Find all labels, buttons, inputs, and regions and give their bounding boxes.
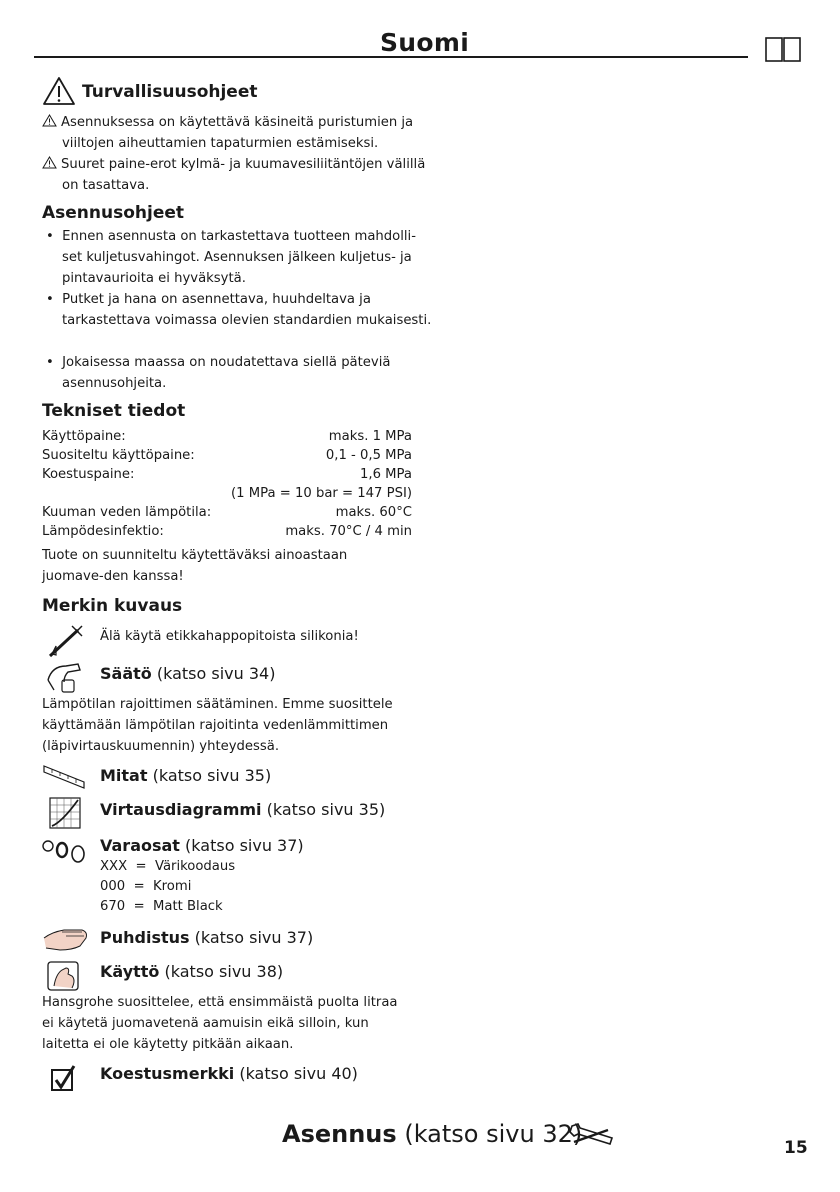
tech-label: Lämpödesinfektio: (42, 524, 164, 539)
color-code-label: Matt Black (153, 899, 223, 914)
tech-label: Käyttöpaine: (42, 429, 126, 444)
safety-item-text: Asennuksessa on käytettävä käsineitä puristumien ja viiltojen aiheuttamien tapaturmien estämiseksi. (61, 115, 414, 151)
symbol-virtaus (100, 800, 385, 820)
warning-small-icon (42, 114, 57, 127)
safety-item (42, 154, 432, 196)
footer-installation (282, 1120, 582, 1148)
color-code-label: Kromi (153, 879, 192, 894)
footer-ref: (katso sivu 32) (404, 1120, 583, 1148)
color-code-row (100, 877, 191, 897)
silicone-text: Älä käytä etikkahappopitoista silikonia! (100, 629, 359, 644)
footer-title: Asennus (282, 1120, 397, 1148)
install-item: • Ennen asennusta on tarkastettava tuotteen mahdolli-set kuljetusvahingot. Asennuksen jälkeen kuljetus- ja pintavaurioita ei hyväksytä. (46, 229, 416, 286)
color-code-row (100, 897, 223, 917)
spare-parts-icon (40, 838, 88, 864)
tech-value: maks. 1 MPa (328, 429, 412, 444)
cleaning-hand-icon (42, 924, 90, 954)
operation-hand-icon (44, 958, 84, 994)
tech-value: 0,1 - 0,5 MPa (325, 448, 412, 463)
symbol-ref: (katso sivu 37) (194, 928, 314, 947)
symbol-name: Virtausdiagrammi (100, 800, 262, 819)
tech-row (42, 522, 412, 541)
tech-row (42, 503, 412, 522)
header-rule (34, 56, 748, 58)
warning-triangle-icon (42, 76, 76, 106)
symbol-puhdistus (100, 928, 313, 948)
tech-row (42, 465, 412, 484)
color-code: 000 (100, 879, 126, 894)
tech-row (42, 446, 412, 465)
color-code: XXX (100, 859, 128, 874)
tech-label: Kuuman veden lämpötila: (42, 505, 212, 520)
checkmark-box-icon (50, 1064, 76, 1092)
adjustment-icon (44, 660, 86, 694)
install-item-text: Putket ja hana on asennettava, huuhdeltava ja tarkastettava voimassa olevien standardien mukaisesti. (62, 292, 432, 328)
silicone-gun-icon (44, 624, 84, 660)
tech-value: maks. 60°C (335, 505, 412, 520)
safety-title: Turvallisuusohjeet (82, 82, 258, 102)
ruler-icon (42, 762, 86, 790)
color-code-eq: = (135, 859, 147, 874)
install-title: Asennusohjeet (42, 203, 185, 223)
kaytto-text: Hansgrohe suosittelee, että ensimmäistä puolta litraa ei käytetä juomavetenä aamuisin eikä silloin, kun laitetta ei ole käytetty pitkään aikaan. (42, 995, 398, 1052)
symbol-varaosat (100, 836, 304, 856)
warning-small-icon (42, 156, 57, 169)
symbol-ref: (katso sivu 40) (239, 1064, 358, 1083)
symbols-title: Merkin kuvaus (42, 596, 183, 616)
symbol-ref: (katso sivu 38) (164, 962, 284, 981)
symbol-saato (100, 664, 275, 684)
safety-item (42, 112, 432, 154)
color-code-eq: = (133, 899, 145, 914)
symbol-ref: (katso sivu 37) (185, 836, 304, 855)
page-language-title: Suomi (380, 28, 470, 57)
symbol-kaytto (100, 962, 283, 982)
tech-value: maks. 70°C / 4 min (285, 524, 412, 539)
tech-value: (1 MPa = 10 bar = 147 PSI) (231, 486, 412, 501)
tech-note: Tuote on suunniteltu käytettäväksi ainoastaan juomave-den kanssa! (42, 548, 348, 584)
symbol-ref: (katso sivu 34) (156, 664, 276, 683)
tech-title: Tekniset tiedot (42, 401, 186, 421)
install-item-text: Jokaisessa maassa on noudatettava siellä päteviä asennusohjeita. (62, 355, 391, 391)
safety-item-text: Suuret paine-erot kylmä- ja kuumavesiliitäntöjen välillä on tasattava. (61, 157, 426, 193)
flow-diagram-icon (48, 796, 82, 830)
tech-row (42, 484, 412, 503)
color-code-row (100, 857, 235, 877)
wrench-icon (568, 1120, 616, 1148)
symbol-name: Varaosat (100, 836, 180, 855)
symbol-name: Mitat (100, 766, 148, 785)
color-code-label: Värikoodaus (154, 859, 236, 874)
symbol-ref: (katso sivu 35) (266, 800, 386, 819)
symbol-name: Käyttö (100, 962, 160, 981)
symbol-name: Säätö (100, 664, 152, 683)
symbol-koestus (100, 1064, 358, 1084)
tech-row (42, 427, 412, 446)
symbol-ref: (katso sivu 35) (152, 766, 272, 785)
page-number: 15 (784, 1138, 808, 1158)
install-item: • Putket ja hana on asennettava, huuhdeltava ja tarkastettava voimassa olevien standardien mukaisesti. (46, 292, 432, 328)
tech-label: Suositeltu käyttöpaine: (42, 448, 195, 463)
tech-label: Koestuspaine: (42, 467, 135, 482)
book-icon (765, 35, 801, 63)
symbol-name: Koestusmerkki (100, 1064, 235, 1083)
install-item: • Jokaisessa maassa on noudatettava siellä päteviä asennusohjeita. (46, 355, 391, 391)
color-code-eq: = (133, 879, 145, 894)
symbol-name: Puhdistus (100, 928, 190, 947)
install-item-text: Ennen asennusta on tarkastettava tuotteen mahdolli-set kuljetusvahingot. Asennuksen jälkeen kuljetus- ja pintavaurioita ei hyväksytä. (62, 229, 416, 286)
saato-text: Lämpötilan rajoittimen säätäminen. Emme suosittele käyttämään lämpötilan rajoitinta vedenlämmittimen (läpivirtauskuumennin) yhteydessä. (42, 697, 393, 754)
color-code: 670 (100, 899, 126, 914)
tech-value: 1,6 MPa (360, 467, 412, 482)
symbol-mitat (100, 766, 271, 786)
